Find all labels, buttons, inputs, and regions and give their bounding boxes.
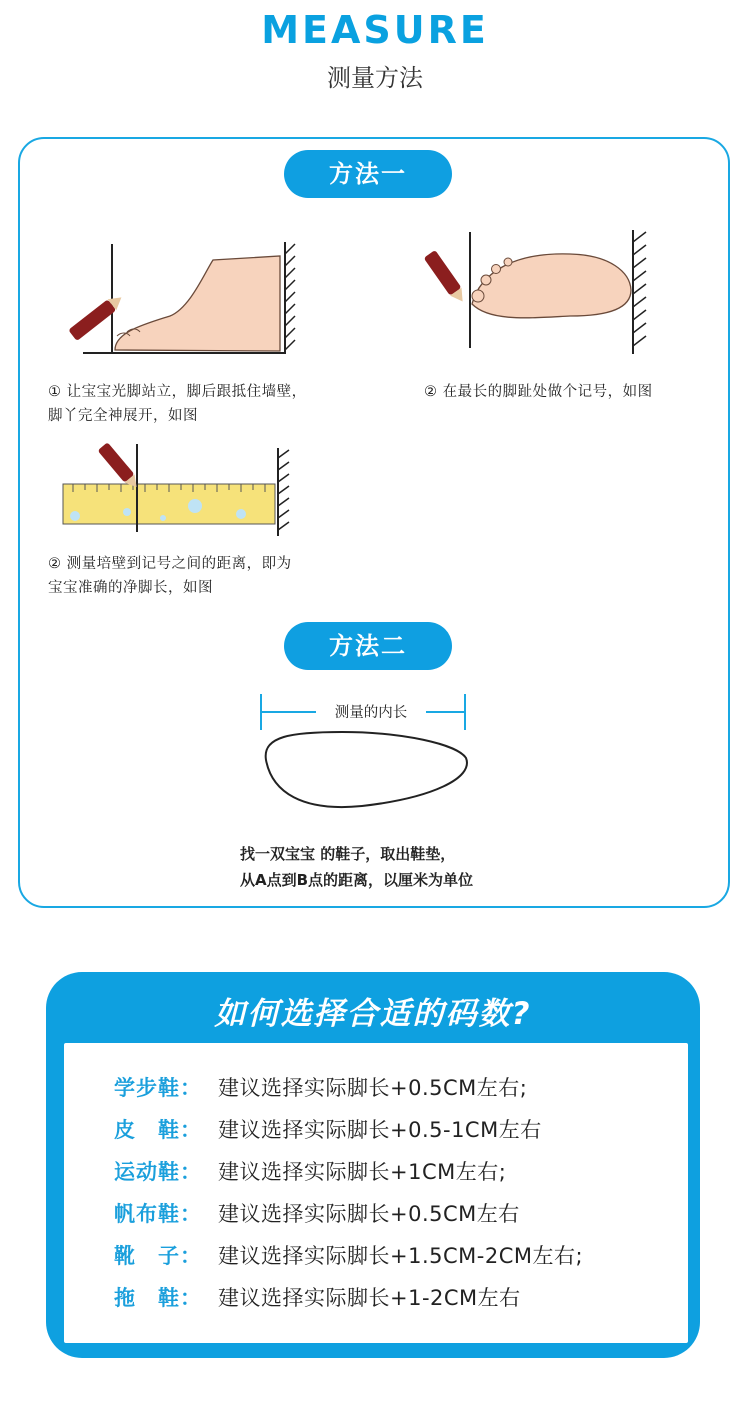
size-advice: 建议选择实际脚长+0.5CM左右; <box>218 1076 528 1100</box>
size-advice: 建议选择实际脚长+0.5-1CM左右 <box>218 1118 542 1142</box>
foot-against-wall-illustration <box>55 232 305 362</box>
size-row-toddler <box>114 1068 684 1108</box>
size-row-boots <box>114 1236 684 1276</box>
shoe-type: 帆布鞋： <box>114 1202 202 1226</box>
size-advice: 建议选择实际脚长+1CM左右; <box>218 1160 507 1184</box>
page-subtitle: 测量方法 <box>327 64 423 92</box>
shoe-type: 运动鞋： <box>114 1160 202 1184</box>
size-advice: 建议选择实际脚长+1.5CM-2CM左右; <box>218 1244 584 1268</box>
shoe-type: 拖 鞋： <box>114 1286 202 1310</box>
method-one-step-3: ② 测量培壁到记号之间的距离，即为 宝宝准确的净脚长，如图 <box>48 556 292 596</box>
page-title: MEASURE <box>261 8 489 52</box>
ruler-measurement-illustration <box>55 440 295 540</box>
size-guide-heading: 如何选择合适的码数? <box>214 996 532 1032</box>
size-row-canvas <box>114 1194 684 1234</box>
shoe-type: 靴 子： <box>114 1244 202 1268</box>
size-advice: 建议选择实际脚长+0.5CM左右 <box>218 1202 520 1226</box>
method-one-step-2: ② 在最长的脚趾处做个记号，如图 <box>424 384 653 400</box>
size-advice: 建议选择实际脚长+1-2CM左右 <box>218 1286 521 1310</box>
size-row-slippers <box>114 1278 684 1318</box>
method-one-step-1: ① 让宝宝光脚站立，脚后跟抵住墙壁， 脚丫完全神展开，如图 <box>48 384 307 424</box>
size-row-leather <box>114 1110 684 1150</box>
crayon-icon <box>424 250 469 306</box>
size-row-sports <box>114 1152 684 1192</box>
method-one-badge: 方法一 <box>284 150 452 198</box>
method-two-badge: 方法二 <box>284 622 452 670</box>
crayon-icon <box>68 292 125 341</box>
method-two-instruction: 找一双宝宝 的鞋子，取出鞋垫， 从A点到B点的距离，以厘米为单位 <box>240 845 474 889</box>
shoe-type: 学步鞋： <box>114 1076 202 1100</box>
inner-length-label: 测量的内长 <box>316 701 426 722</box>
shoe-type: 皮 鞋： <box>114 1118 202 1142</box>
toe-marking-illustration <box>420 222 660 362</box>
